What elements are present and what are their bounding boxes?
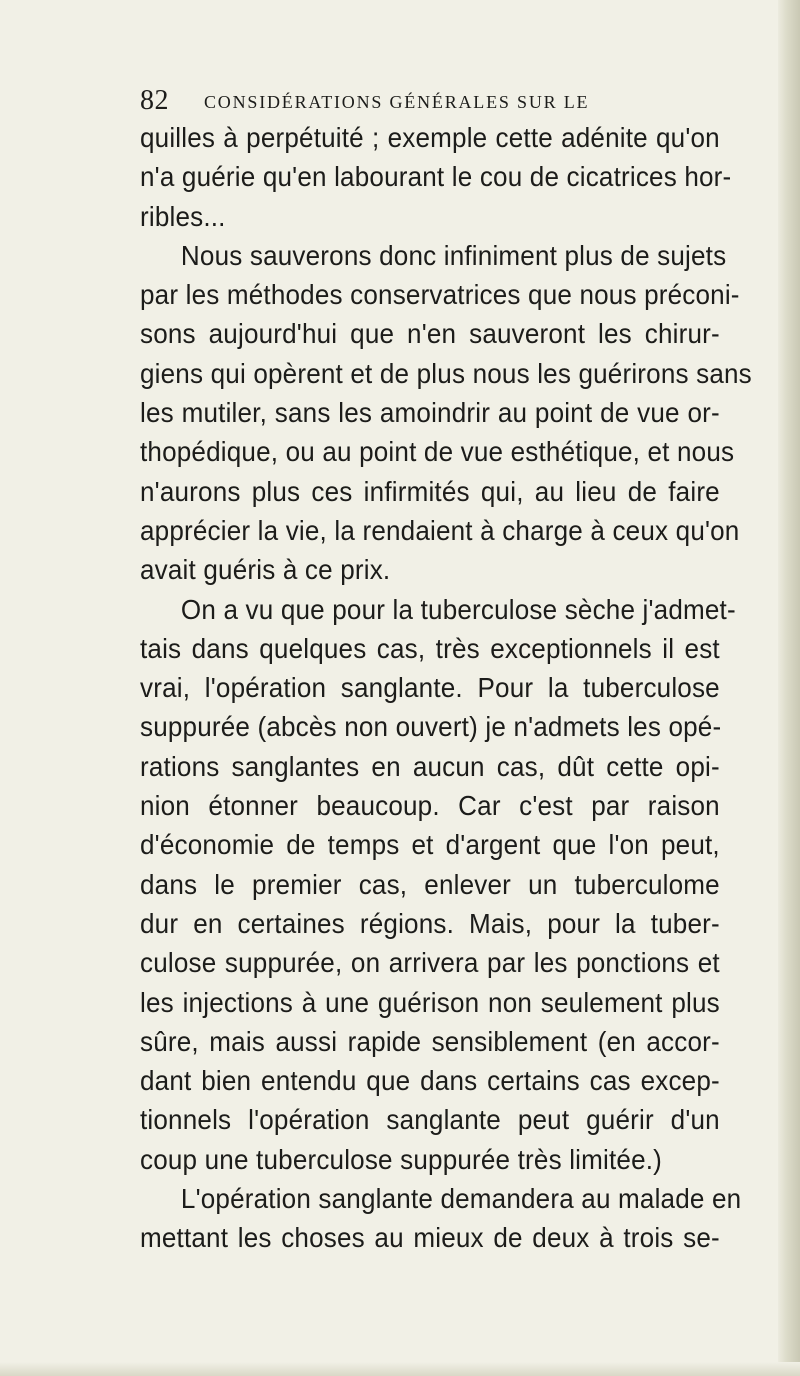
text-line: apprécier la vie, la rendaient à charge à ceux qu'on [140,514,740,546]
running-head: CONSIDÉRATIONS GÉNÉRALES SUR LE [204,92,590,112]
text-line: n'a guérie qu'en labourant le cou de cicatrices hor- [140,161,732,193]
text-line: quilles à perpétuité ; exemple cette adénite qu'on [140,122,720,153]
text-line: les injections à une guérison non seulement plus [140,986,720,1018]
text-line: dans le premier cas, enlever un tuberculome [140,868,720,900]
text-line: coup une tuberculose suppurée très limitée.) [140,1143,663,1175]
text-line: thopédique, ou au point de vue esthétique, et nous [140,436,735,468]
text-line: les mutiler, sans les amoindrir au point de vue or- [140,397,720,429]
text-line: dur en certaines régions. Mais, pour la tuber- [140,907,720,939]
text-line: L'opération sanglante demandera au malade en [180,1183,742,1215]
text-line: ribles... [140,200,226,232]
text-line: nion étonner beaucoup. Car c'est par raison [140,790,720,822]
text-line: dant bien entendu que dans certains cas excep- [140,1065,720,1097]
text-line: sûre, mais aussi rapide sensiblement (en accor- [140,1025,720,1057]
text-line: vrai, l'opération sanglante. Pour la tuberculose [140,672,720,704]
page-edge-shadow [778,0,800,1376]
text-line: suppurée (abcès non ouvert) je n'admets les opé- [140,711,722,743]
text-line: giens qui opèrent et de plus nous les guérirons sans [140,357,752,389]
text-line: tais dans quelques cas, très exceptionnels il est [140,632,720,664]
page-bottom-shadow [0,1362,800,1376]
text-line: mettant les choses au mieux de deux à trois se- [140,1222,720,1254]
page-header [140,86,740,116]
text-line: n'aurons plus ces infirmités qui, au lieu de faire [140,475,720,507]
body-text [140,118,752,1258]
text-line: Nous sauverons donc infiniment plus de sujets [180,239,727,271]
text-line: rations sanglantes en aucun cas, dût cette opi- [140,750,720,782]
text-line: tionnels l'opération sanglante peut guérir d'un [140,1104,720,1136]
text-line: On a vu que pour la tuberculose sèche j'admet- [180,593,736,625]
text-line: culose suppurée, on arrivera par les ponctions et [140,947,720,979]
text-line: sons aujourd'hui que n'en sauveront les chirur- [140,318,720,350]
text-line: par les méthodes conservatrices que nous préconi- [140,279,740,311]
text-line: d'économie de temps et d'argent que l'on peut, [140,829,720,861]
text-line: avait guéris à ce prix. [140,554,391,586]
page-number: 82 [140,85,169,116]
